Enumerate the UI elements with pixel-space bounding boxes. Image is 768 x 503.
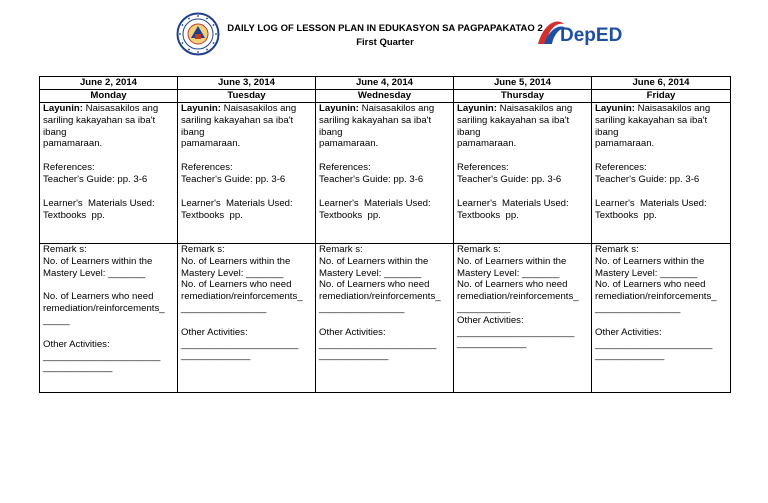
lesson-cell bbox=[40, 103, 178, 244]
lesson-cell bbox=[178, 103, 316, 244]
spacer bbox=[595, 315, 727, 327]
day-header: Thursday bbox=[454, 90, 592, 103]
remarks-cell bbox=[592, 244, 731, 393]
layunin-text: Naisasakilos ang bbox=[361, 103, 435, 114]
remarks-line: ______________________ bbox=[319, 338, 437, 350]
date-header: June 6, 2014 bbox=[592, 77, 731, 90]
layunin-text-line: pamamaraan. bbox=[181, 138, 241, 150]
remarks-line: ________________ bbox=[595, 302, 681, 314]
remarks-line: No. of Learners within the bbox=[319, 255, 429, 267]
teachers-guide-pages: Teacher's Guide: pp. 3-6 bbox=[595, 173, 700, 185]
date-row bbox=[40, 77, 731, 90]
layunin-text-line: ibang bbox=[457, 126, 481, 138]
remarks-line: Other Activities: bbox=[457, 314, 524, 326]
spacer bbox=[43, 279, 174, 291]
layunin-text-line: ibang bbox=[43, 126, 67, 138]
layunin-text: Naisasakilos ang bbox=[637, 103, 711, 114]
remarks-line: ______________________ bbox=[43, 350, 161, 362]
layunin-line bbox=[319, 103, 450, 115]
remarks-line: ______________________ bbox=[595, 338, 713, 350]
layunin-text-line: pamamaraan. bbox=[319, 138, 379, 150]
layunin-label: Layunin: bbox=[595, 103, 635, 114]
quarter-label: First Quarter bbox=[356, 37, 414, 48]
materials-value: Textbooks pp. bbox=[181, 209, 243, 221]
remarks-line: Mastery Level: _______ bbox=[595, 267, 698, 279]
layunin-label: Layunin: bbox=[181, 103, 221, 114]
remarks-line: Other Activities: bbox=[319, 326, 386, 338]
materials-value: Textbooks pp. bbox=[457, 209, 519, 221]
remarks-line: Remark s: bbox=[595, 244, 639, 255]
remarks-cell bbox=[178, 244, 316, 393]
remarks-line: ______________________ bbox=[457, 326, 575, 338]
layunin-text-line: sariling kakayahan sa iba't bbox=[43, 114, 156, 126]
remarks-line: _____________ bbox=[43, 362, 113, 374]
teachers-guide-pages: Teacher's Guide: pp. 3-6 bbox=[181, 173, 286, 185]
spacer bbox=[181, 186, 312, 198]
remarks-line: remediation/reinforcements_ bbox=[319, 291, 441, 303]
remarks-line: ________________ bbox=[181, 302, 267, 314]
remarks-line: remediation/reinforcements_ bbox=[43, 303, 165, 315]
remarks-line: Other Activities: bbox=[43, 338, 110, 350]
layunin-line bbox=[181, 103, 312, 115]
day-header: Monday bbox=[40, 90, 178, 103]
remarks-line: ______________________ bbox=[181, 338, 299, 350]
layunin-label: Layunin: bbox=[457, 103, 497, 114]
layunin-text-line: pamamaraan. bbox=[457, 138, 517, 150]
spacer bbox=[319, 315, 450, 327]
teachers-guide-pages: Teacher's Guide: pp. 3-6 bbox=[319, 173, 424, 185]
remarks-line: No. of Learners who need bbox=[595, 279, 706, 291]
lesson-cell bbox=[454, 103, 592, 244]
teachers-guide-pages: Teacher's Guide: pp. 3-6 bbox=[457, 173, 562, 185]
remarks-line: _____________ bbox=[181, 350, 251, 362]
spacer bbox=[457, 186, 588, 198]
spacer bbox=[457, 150, 588, 162]
materials-label: Learner's Materials Used: bbox=[319, 197, 431, 209]
remarks-line: Mastery Level: _______ bbox=[181, 267, 284, 279]
materials-label: Learner's Materials Used: bbox=[457, 197, 569, 209]
remarks-line: remediation/reinforcements_ bbox=[457, 291, 579, 303]
date-header: June 3, 2014 bbox=[178, 77, 316, 90]
layunin-text-line: ibang bbox=[319, 126, 343, 138]
remarks-line: No. of Learners within the bbox=[595, 255, 705, 267]
layunin-text-line: sariling kakayahan sa iba't bbox=[181, 114, 294, 126]
remarks-line: Mastery Level: _______ bbox=[319, 267, 422, 279]
references-label: References: bbox=[43, 162, 95, 174]
lesson-cell bbox=[316, 103, 454, 244]
day-header: Tuesday bbox=[178, 90, 316, 103]
layunin-text: Naisasakilos ang bbox=[223, 103, 297, 114]
lesson-cell bbox=[592, 103, 731, 244]
deped-logo-text: DepED bbox=[560, 25, 623, 46]
date-header: June 2, 2014 bbox=[40, 77, 178, 90]
materials-value: Textbooks pp. bbox=[43, 209, 105, 221]
remarks-line: _____________ bbox=[457, 338, 527, 350]
remarks-line: Remark s: bbox=[457, 244, 501, 255]
remarks-line: No. of Learners who need bbox=[319, 279, 430, 291]
references-label: References: bbox=[457, 162, 509, 174]
remarks-row bbox=[40, 244, 731, 393]
remarks-line: Remark s: bbox=[43, 244, 87, 255]
lesson-log-table bbox=[39, 76, 731, 393]
materials-label: Learner's Materials Used: bbox=[43, 197, 155, 209]
spacer bbox=[319, 186, 450, 198]
references-label: References: bbox=[319, 162, 371, 174]
spacer bbox=[43, 327, 174, 339]
remarks-line: _____________ bbox=[595, 350, 665, 362]
lesson-row bbox=[40, 103, 731, 244]
layunin-label: Layunin: bbox=[319, 103, 359, 114]
teachers-guide-pages: Teacher's Guide: pp. 3-6 bbox=[43, 173, 148, 185]
layunin-text: Naisasakilos ang bbox=[499, 103, 573, 114]
remarks-line: No. of Learners who need bbox=[457, 279, 568, 291]
remarks-line: _____________ bbox=[319, 350, 389, 362]
remarks-line: No. of Learners who need bbox=[43, 291, 154, 303]
spacer bbox=[181, 315, 312, 327]
spacer bbox=[595, 186, 727, 198]
remarks-cell bbox=[454, 244, 592, 393]
layunin-text-line: sariling kakayahan sa iba't bbox=[595, 114, 708, 126]
layunin-text-line: pamamaraan. bbox=[43, 138, 103, 150]
layunin-text-line: ibang bbox=[181, 126, 205, 138]
date-header: June 4, 2014 bbox=[316, 77, 454, 90]
spacer bbox=[595, 150, 727, 162]
spacer bbox=[319, 150, 450, 162]
remarks-line: Other Activities: bbox=[595, 326, 662, 338]
layunin-text-line: sariling kakayahan sa iba't bbox=[457, 114, 570, 126]
layunin-line bbox=[595, 103, 727, 115]
remarks-line: No. of Learners within the bbox=[181, 255, 291, 267]
materials-label: Learner's Materials Used: bbox=[181, 197, 293, 209]
remarks-cell bbox=[316, 244, 454, 393]
deped-logo-icon bbox=[534, 14, 628, 50]
layunin-text: Naisasakilos ang bbox=[85, 103, 159, 114]
remarks-line: __________ bbox=[457, 302, 511, 314]
remarks-line: Other Activities: bbox=[181, 326, 248, 338]
materials-label: Learner's Materials Used: bbox=[595, 197, 707, 209]
remarks-line: Remark s: bbox=[181, 244, 225, 255]
remarks-line: Mastery Level: _______ bbox=[457, 267, 560, 279]
materials-value: Textbooks pp. bbox=[595, 209, 657, 221]
materials-value: Textbooks pp. bbox=[319, 209, 381, 221]
spacer bbox=[181, 150, 312, 162]
day-header: Wednesday bbox=[316, 90, 454, 103]
remarks-line: No. of Learners within the bbox=[43, 255, 153, 267]
document-title: DAILY LOG OF LESSON PLAN IN EDUKASYON SA PAGPAPAKATAO 2 bbox=[227, 23, 543, 34]
remarks-line: ________________ bbox=[319, 302, 405, 314]
remarks-line: remediation/reinforcements_ bbox=[595, 291, 717, 303]
remarks-line: Remark s: bbox=[319, 244, 363, 255]
remarks-line: No. of Learners within the bbox=[457, 255, 567, 267]
references-label: References: bbox=[181, 162, 233, 174]
layunin-text-line: sariling kakayahan sa iba't bbox=[319, 114, 432, 126]
layunin-line bbox=[457, 103, 588, 115]
layunin-label: Layunin: bbox=[43, 103, 83, 114]
date-header: June 5, 2014 bbox=[454, 77, 592, 90]
remarks-line: _____ bbox=[43, 314, 70, 326]
spacer bbox=[43, 150, 174, 162]
remarks-line: remediation/reinforcements_ bbox=[181, 291, 303, 303]
remarks-line: Mastery Level: _______ bbox=[43, 267, 146, 279]
layunin-text-line: ibang bbox=[595, 126, 619, 138]
day-header: Friday bbox=[592, 90, 731, 103]
remarks-cell bbox=[40, 244, 178, 393]
layunin-text-line: pamamaraan. bbox=[595, 138, 655, 150]
spacer bbox=[43, 186, 174, 198]
remarks-line: No. of Learners who need bbox=[181, 279, 292, 291]
layunin-line bbox=[43, 103, 174, 115]
references-label: References: bbox=[595, 162, 647, 174]
day-row bbox=[40, 90, 731, 103]
